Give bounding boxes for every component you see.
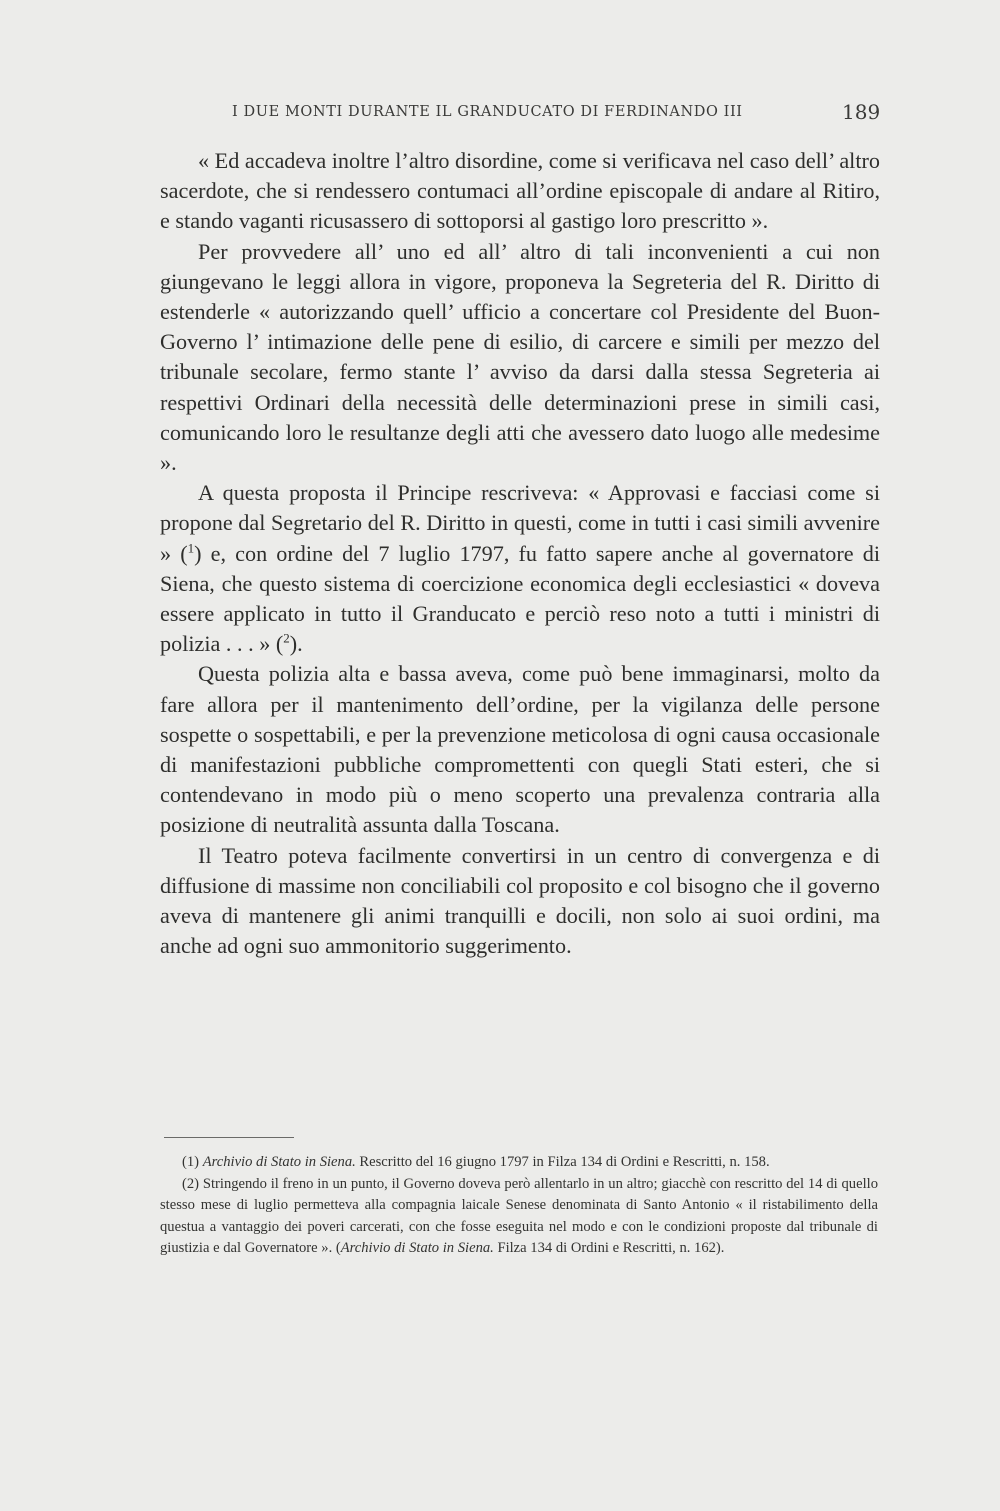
paragraph-1: « Ed accadeva inoltre l’altro disordine, come si verificava nel caso dell’ altro sacerdote, che si rendessero contumaci all’ordine episcopale di andare al Ritiro, e stando vaganti ricusassero di sottoporsi al gastigo loro prescritto ».	[160, 148, 880, 234]
running-title: I DUE MONTI DURANTE IL GRANDUCATO DI FERDINANDO III	[232, 104, 743, 120]
footnote-divider	[164, 1137, 294, 1138]
footnote-2-tail: Filza 134 di Ordini e Rescritti, n. 162).	[493, 1240, 725, 1257]
page-number: 189	[842, 100, 881, 124]
paragraph-3-part-b: ) e, con ordine del 7 luglio 1797, fu fatto sapere anche al governatore di Siena, che questo sistema di coercizione economica degli ecclesiastici « doveva essere applicato in tutto il Granducato e perciò reso noto a tutti i ministri di polizia . . . » (	[160, 540, 880, 657]
paragraph-5: Il Teatro poteva facilmente convertirsi in un centro di convergenza e di diffusione di massime non conciliabili col proposito e col bisogno che il governo aveva di mantenere gli animi tranquilli e docili, non solo ai suoi ordini, ma anche ad ogni suo ammonitorio suggerimento.	[160, 842, 880, 959]
footnote-2-text: Stringendo il freno in un punto, il Governo doveva però allentarlo in un altro; giacchè con rescritto del 14 di quello stesso mese di luglio permetteva alla compagnia laicale Senese denominata di Santo Antonio « il ristabilimento della questua a vantaggio dei poveri carcerati, con che fosse eseguita nel modo e con le condizioni proposte dal tribunale di giustizia e dal Governatore ». (	[160, 1175, 878, 1257]
footnote-2-mark: (2)	[182, 1175, 200, 1192]
footnote-1-text: Rescritto del 16 giugno 1797 in Filza 134 di Ordini e Rescritti, n. 158.	[355, 1154, 770, 1170]
footnote-1	[160, 1152, 878, 1174]
footnote-1-mark: (1)	[182, 1154, 200, 1170]
footnote-2	[160, 1174, 878, 1260]
paragraph-3-part-a: A questa proposta il Principe rescriveva: « Approvasi e facciasi come si propone dal Segretario del R. Diritto in questi, come in tutti i casi simili avvenire » (	[160, 480, 880, 566]
paragraph-3	[160, 478, 880, 659]
paragraph-3-part-c: ).	[289, 631, 303, 657]
footnote-2-source: Archivio di Stato in Siena.	[340, 1240, 494, 1257]
footnote-ref-2[interactable]: 2	[283, 630, 290, 646]
footnote-1-source: Archivio di Stato in Siena.	[202, 1154, 356, 1170]
body-text	[160, 146, 880, 961]
footnote-ref-1[interactable]: 1	[187, 540, 195, 556]
paragraph-2: Per provvedere all’ uno ed all’ altro di tali inconvenienti a cui non giungevano le leggi allora in vigore, proponeva la Segreteria del R. Diritto di estenderle « autorizzando quell’ ufficio a concertare col Presidente del Buon-Governo l’ intimazione delle pene di esilio, di carcere e simili per mezzo del tribunale secolare, fermo stante l’ avviso da darsi dalla stessa Segreteria ai respettivi Ordinari della necessità delle determinazioni prese in simili casi, comunicando loro le resultanze degli atti che avessero dato luogo alle medesime ».	[160, 238, 880, 476]
paragraph-4: Questa polizia alta e bassa aveva, come può bene immaginarsi, molto da fare allora per il mantenimento dell’ordine, per la vigilanza delle persone sospette o sospettabili, e per la prevenzione meticolosa di ogni causa occasionale di manifestazioni pubbliche compromettenti con quegli Stati esteri, che si contendevano in modo più o meno scoperto una prevalenza contraria alla posizione di neutralità assunta dalla Toscana.	[160, 661, 880, 838]
footnotes	[160, 1152, 878, 1260]
